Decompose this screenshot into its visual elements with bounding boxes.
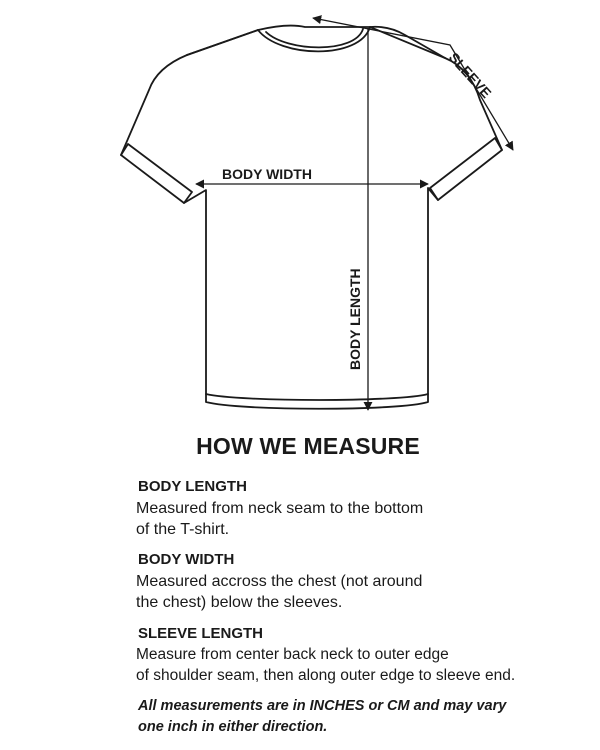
body-width-line-1: Measured accross the chest (not around: [136, 573, 423, 590]
body-length-line-2: of the T-shirt.: [136, 521, 230, 538]
sleeve-length-line-1: Measure from center back neck to outer edge: [136, 646, 449, 663]
body-width-description: [136, 571, 422, 613]
body-length-description: [136, 498, 423, 540]
body-length-line-1: Measured from neck seam to the bottom: [136, 500, 424, 517]
body-width-label: BODY WIDTH: [222, 166, 312, 182]
sleeve-length-title: SLEEVE LENGTH: [138, 625, 264, 642]
tshirt-outline: [121, 26, 502, 409]
sleeve-label: SLEEVE: [445, 49, 495, 102]
note-line-1: All measurements are in INCHES or CM and may vary: [138, 698, 507, 714]
measurement-note: [138, 696, 506, 738]
body-length-label: BODY LENGTH: [347, 268, 363, 370]
sleeve-length-description: [136, 644, 515, 686]
sleeve-length-line-2: of shoulder seam, then along outer edge to sleeve end.: [136, 667, 516, 684]
note-line-2: one inch in either direction.: [138, 719, 328, 735]
body-width-line-2: the chest) below the sleeves.: [136, 594, 343, 611]
body-length-title: BODY LENGTH: [138, 478, 247, 495]
page-title: HOW WE MEASURE: [196, 433, 420, 459]
body-width-title: BODY WIDTH: [138, 551, 235, 568]
